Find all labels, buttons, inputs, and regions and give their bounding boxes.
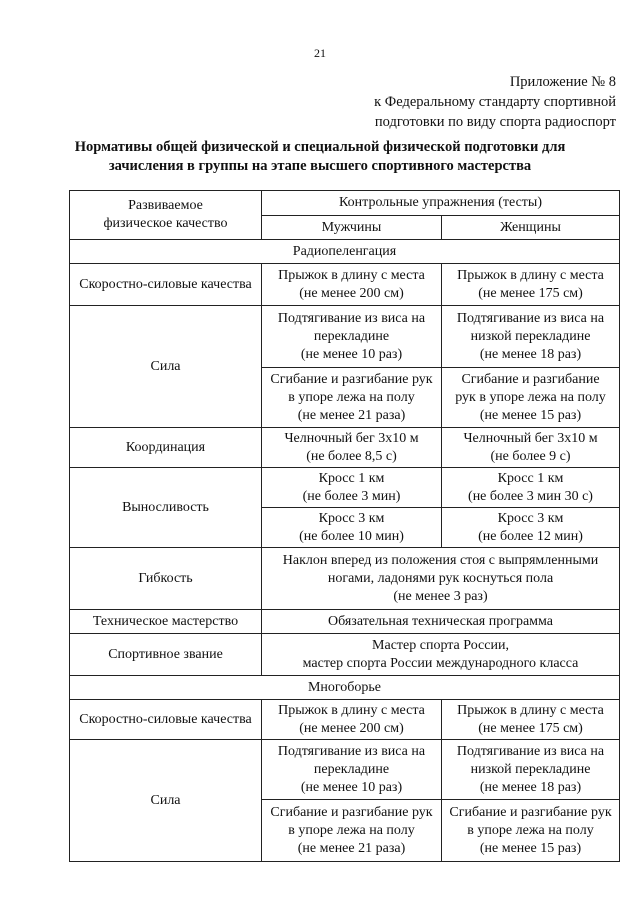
table-header-row xyxy=(70,191,620,216)
women-norm-cell xyxy=(442,306,620,368)
cell-line: (не более 10 мин) xyxy=(299,528,404,544)
header-men: Мужчины xyxy=(262,216,442,240)
title-line-1: Нормативы общей физической и специальной физической подготовки для xyxy=(74,139,566,155)
men-norm-cell xyxy=(262,700,442,740)
cell-line: Прыжок в длину с места xyxy=(278,702,425,718)
cell-line: рук в упоре лежа на полу xyxy=(455,389,606,405)
cell-line: в упоре лежа на полу xyxy=(288,389,415,405)
cell-line: (не менее 175 см) xyxy=(478,720,583,736)
table-row xyxy=(70,306,620,368)
quality-cell: Сила xyxy=(70,306,262,428)
women-norm-cell xyxy=(442,428,620,468)
cell-line: Наклон вперед из положения стоя с выпрямленными xyxy=(282,552,599,568)
cell-line: (не менее 200 см) xyxy=(299,285,404,301)
cell-line: (не более 9 с) xyxy=(490,448,571,464)
women-norm-cell xyxy=(442,800,620,862)
table-row xyxy=(70,548,620,610)
cell-line: в упоре лежа на полу xyxy=(467,822,594,838)
joint-norm-cell xyxy=(262,634,620,676)
cell-line: (не менее 18 раз) xyxy=(479,779,582,795)
women-norm-cell xyxy=(442,264,620,306)
men-norm-cell xyxy=(262,468,442,508)
section-title: Радиопеленгация xyxy=(70,240,620,264)
cell-line: Сгибание и разгибание рук xyxy=(270,371,433,387)
cell-line: (не менее 21 раза) xyxy=(297,840,406,856)
appendix-heading xyxy=(374,72,616,132)
cell-line: (не менее 21 раза) xyxy=(297,407,406,423)
section-title: Многоборье xyxy=(70,676,620,700)
quality-cell: Координация xyxy=(70,428,262,468)
section-row xyxy=(70,676,620,700)
title-line-2: зачисления в группы на этапе высшего спортивного мастерства xyxy=(108,158,532,174)
table-row xyxy=(70,740,620,800)
quality-cell: Скоростно-силовые качества xyxy=(70,264,262,306)
men-norm-cell xyxy=(262,740,442,800)
cell-line: (не менее 200 см) xyxy=(299,720,404,736)
table-row xyxy=(70,634,620,676)
section-row xyxy=(70,240,620,264)
men-norm-cell xyxy=(262,264,442,306)
cell-line: низкой перекладине xyxy=(470,328,591,344)
cell-line: Прыжок в длину с места xyxy=(457,267,604,283)
norms-table xyxy=(69,190,620,862)
cell-line: (не более 3 мин) xyxy=(302,488,401,504)
cell-line: (не менее 10 раз) xyxy=(300,346,403,362)
cell-line: (не более 8,5 с) xyxy=(306,448,397,464)
cell-line: Прыжок в длину с места xyxy=(457,702,604,718)
cell-line: Кросс 3 км xyxy=(318,510,385,526)
women-norm-cell xyxy=(442,368,620,428)
cell-line: Мастер спорта России, xyxy=(372,637,509,653)
header-tests: Контрольные упражнения (тесты) xyxy=(262,191,620,216)
quality-cell: Скоростно-силовые качества xyxy=(70,700,262,740)
quality-cell: Сила xyxy=(70,740,262,862)
cell-line: Подтягивание из виса на xyxy=(277,310,426,326)
page-number: 21 xyxy=(314,46,326,60)
table-row xyxy=(70,610,620,634)
cell-line: Челночный бег 3х10 м xyxy=(284,430,419,446)
cell-line: (не менее 10 раз) xyxy=(300,779,403,795)
cell-line: (не менее 175 см) xyxy=(478,285,583,301)
header-quality xyxy=(70,191,262,240)
cell-line: (не менее 3 раз) xyxy=(393,588,488,604)
header-quality-line-1: Развиваемое xyxy=(128,198,203,213)
cell-line: ногами, ладонями рук коснуться пола xyxy=(327,570,554,586)
cell-line: (не менее 15 раз) xyxy=(479,407,582,423)
women-norm-cell xyxy=(442,468,620,508)
header-quality-line-2: физическое качество xyxy=(103,216,228,231)
cell-line: (не более 3 мин 30 с) xyxy=(468,488,593,504)
cell-line: Кросс 3 км xyxy=(497,510,564,526)
cell-line: Сгибание и разгибание рук xyxy=(449,804,612,820)
men-norm-cell xyxy=(262,306,442,368)
header-women: Женщины xyxy=(442,216,620,240)
cell-line: низкой перекладине xyxy=(470,761,591,777)
men-norm-cell xyxy=(262,800,442,862)
men-norm-cell xyxy=(262,508,442,548)
women-norm-cell xyxy=(442,700,620,740)
cell-line: перекладине xyxy=(313,328,390,344)
cell-line: Подтягивание из виса на xyxy=(277,743,426,759)
cell-line: мастер спорта России международного класса xyxy=(302,655,579,671)
women-norm-cell xyxy=(442,508,620,548)
appendix-line-1: Приложение № 8 xyxy=(509,74,616,90)
men-norm-cell xyxy=(262,368,442,428)
cell-line: (не более 12 мин) xyxy=(478,528,583,544)
quality-cell: Выносливость xyxy=(70,468,262,548)
joint-norm-cell: Обязательная техническая программа xyxy=(262,610,620,634)
cell-line: Сгибание и разгибание xyxy=(461,371,600,387)
cell-line: Челночный бег 3х10 м xyxy=(463,430,598,446)
cell-line: (не менее 18 раз) xyxy=(479,346,582,362)
quality-cell: Спортивное звание xyxy=(70,634,262,676)
cell-line: Прыжок в длину с места xyxy=(278,267,425,283)
table-row xyxy=(70,468,620,508)
table-row xyxy=(70,700,620,740)
women-norm-cell xyxy=(442,740,620,800)
quality-cell: Техническое мастерство xyxy=(70,610,262,634)
document-title xyxy=(0,138,640,176)
appendix-line-2: к Федеральному стандарту спортивной xyxy=(374,94,616,110)
table-row xyxy=(70,428,620,468)
table-row xyxy=(70,264,620,306)
cell-line: перекладине xyxy=(313,761,390,777)
cell-line: (не менее 15 раз) xyxy=(479,840,582,856)
appendix-line-3: подготовки по виду спорта радиоспорт xyxy=(374,114,616,130)
joint-norm-cell xyxy=(262,548,620,610)
cell-line: в упоре лежа на полу xyxy=(288,822,415,838)
cell-line: Подтягивание из виса на xyxy=(456,310,605,326)
quality-cell: Гибкость xyxy=(70,548,262,610)
cell-line: Сгибание и разгибание рук xyxy=(270,804,433,820)
cell-line: Подтягивание из виса на xyxy=(456,743,605,759)
men-norm-cell xyxy=(262,428,442,468)
cell-line: Кросс 1 км xyxy=(497,470,564,486)
cell-line: Кросс 1 км xyxy=(318,470,385,486)
